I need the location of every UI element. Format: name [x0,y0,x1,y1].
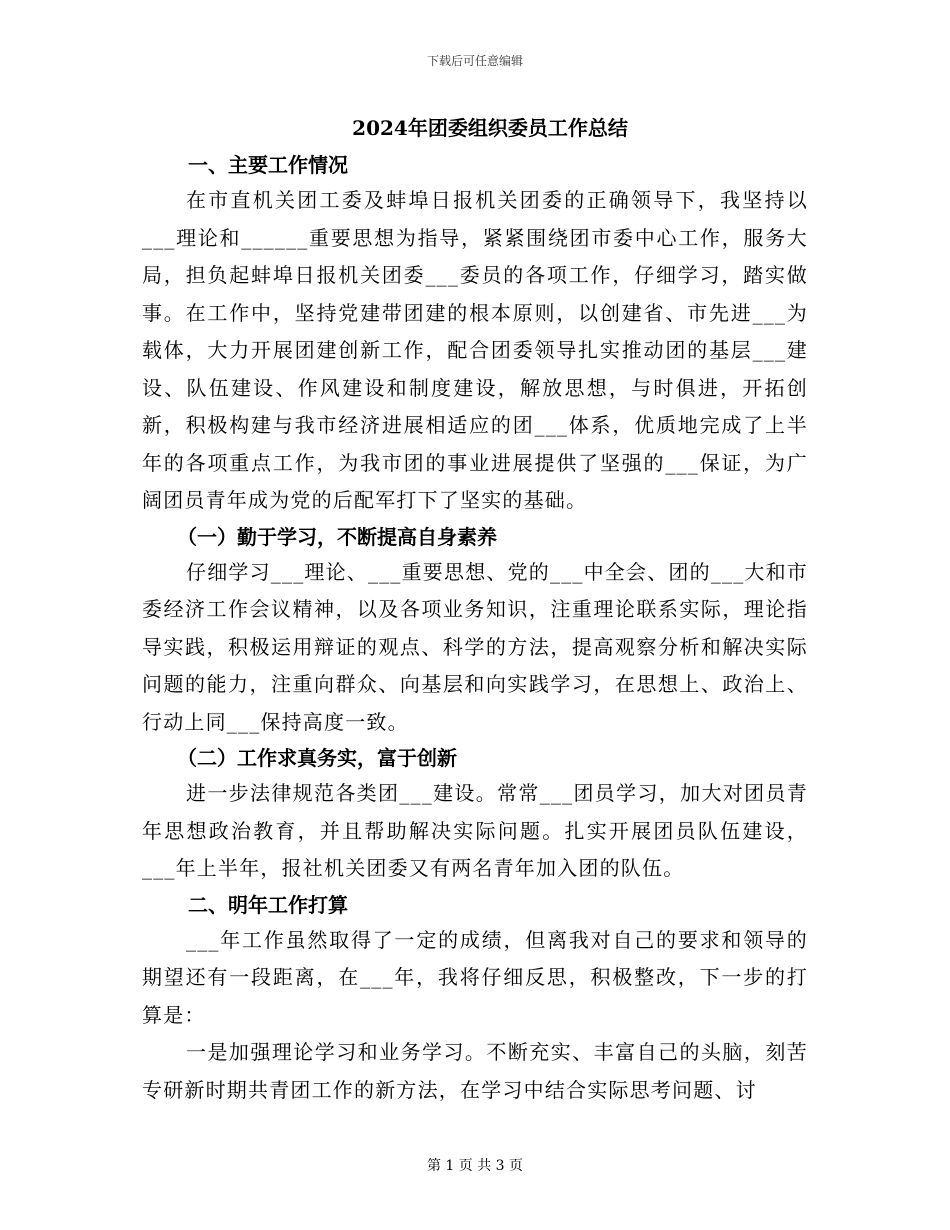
subheading-innovation: （二）工作求真务实，富于创新 [177,746,457,770]
document-body [142,148,808,1109]
paragraph-main-work: 在市直机关团工委及蚌埠日报机关团委的正确领导下，我坚持以___理论和______重要思想为指导，紧紧围绕团市委中心工作，服务大局，担负起蚌埠日报机关团委___委员的各项工作，仔细学习，踏实做事。在工作中，坚持党建带团建的根本原则，以创建省、市先进___为载体，大力开展团建创新工作，配合团委领导扎实推动团的基层___建设、队伍建设、作风建设和制度建设，解放思想，与时俱进，开拓创新，积极构建与我市经济进展相适应的团___体系，优质地完成了上半年的各项重点工作，为我市团的事业进展提供了坚强的___保证，为广阔团员青年成为党的后配军打下了坚实的基础。 [142,188,808,512]
paragraph-innovation: 进一步法律规范各类团___建设。常常___团员学习，加大对团员青年思想政治教育，并且帮助解决实际问题。扎实开展团员队伍建设，___年上半年，报社机关团委又有两名青年加入团的队伍。 [142,781,808,880]
document-title: 2024年团委组织委员工作总结 [352,116,628,140]
subheading-study: （一）勤于学习，不断提高自身素养 [177,524,497,549]
paragraph-next-year-plan-one: 一是加强理论学习和业务学习。不断充实、丰富自己的头脑，刻苦专研新时期共青团工作的新方法，在学习中结合实际思考问题、讨 [142,1040,808,1102]
section-heading-main-work: 一、主要工作情况 [188,153,348,177]
page-header-note: 下载后可任意编辑 [426,54,523,68]
paragraph-next-year-intro: ___年工作虽然取得了一定的成绩，但离我对自己的要求和领导的期望还有一段距离，在___年，我将仔细反思，积极整改，下一步的打算是： [142,927,808,1027]
page-number-footer: 第 1 页 共 3 页 [426,1158,524,1174]
paragraph-study: 仔细学习___理论、___重要思想、党的___中全会、团的___大和市委经济工作会议精神，以及各项业务知识，注重理论联系实际，理论指导实践，积极运用辩证的观点、科学的方法，提高观察分析和解决实际问题的能力，注重向群众、向基层和向实践学习，在思想上、政治上、行动上同___保持高度一致。 [142,559,808,734]
section-heading-next-year: 二、明年工作打算 [188,892,348,917]
